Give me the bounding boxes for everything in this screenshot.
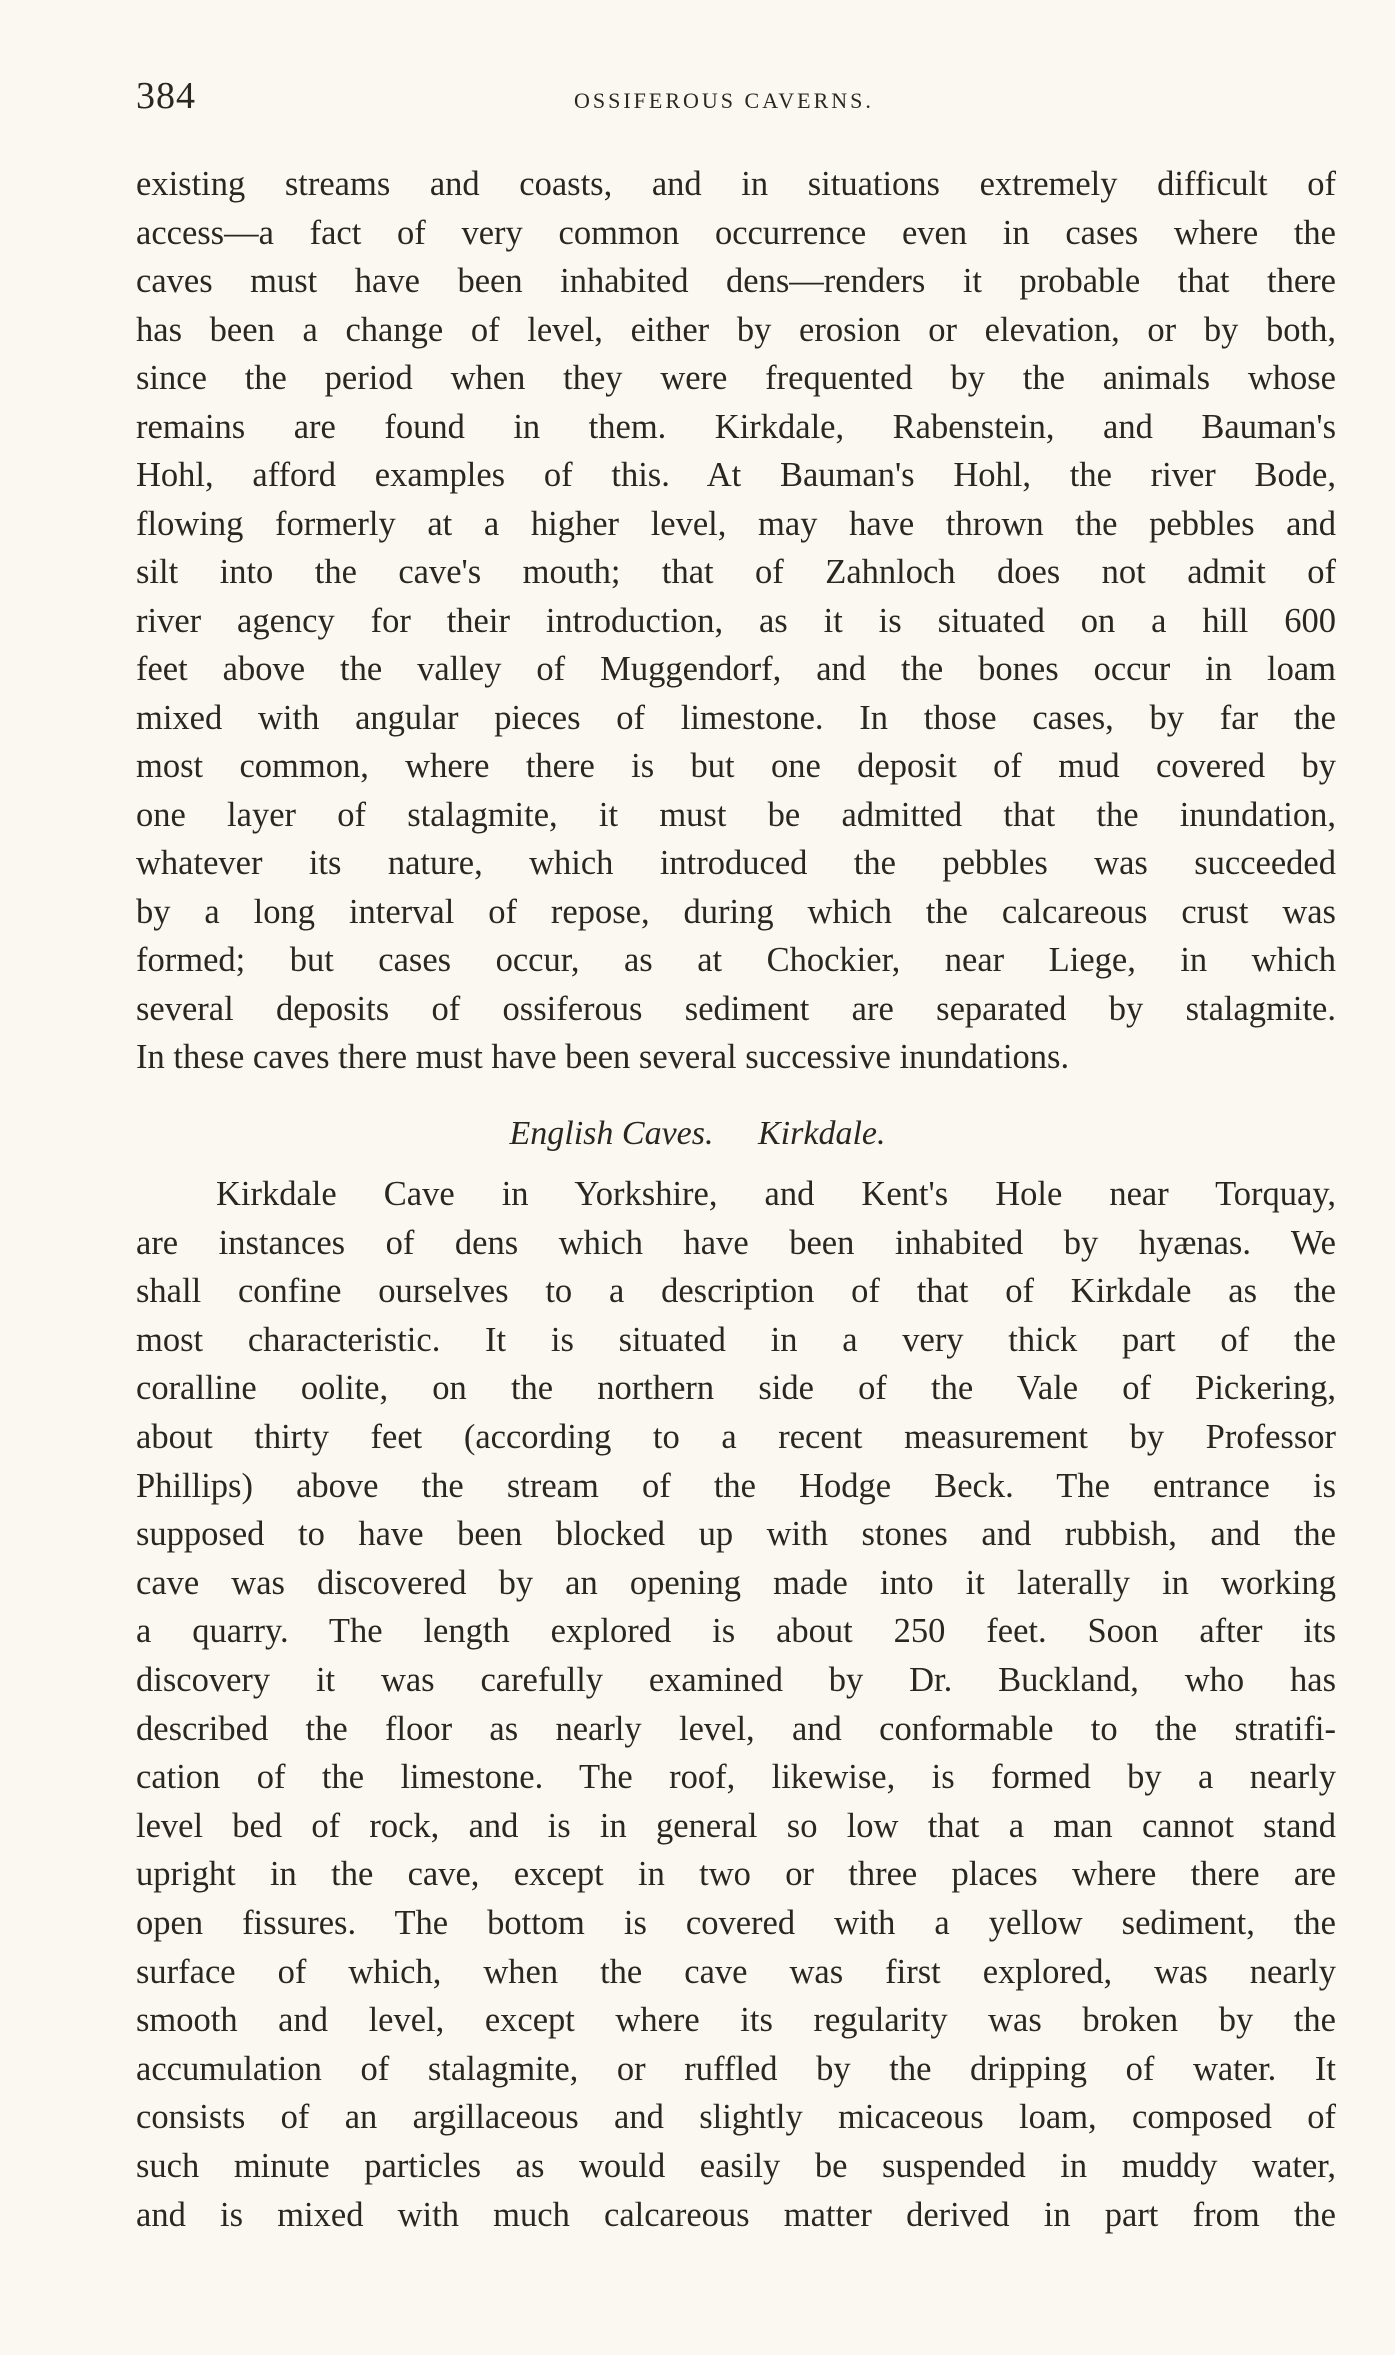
text-line: consists of an argillaceous and slightly micaceous loam, composed of — [136, 2098, 1336, 2137]
text-line: Phillips) above the stream of the Hodge Beck. The entrance is — [136, 1466, 1336, 1505]
text-line: formed; but cases occur, as at Chockier, near Liege, in which — [136, 941, 1336, 979]
text-line: caves must have been inhabited dens—renders it probable that there — [136, 262, 1336, 300]
text-line: silt into the cave's mouth; that of Zahnloch does not admit of — [136, 553, 1336, 591]
text-line: existing streams and coasts, and in situations extremely difficult of — [136, 165, 1336, 203]
text-line: open fissures. The bottom is covered with a yellow sediment, the — [136, 1904, 1336, 1942]
text-line: and is mixed with much calcareous matter derived in part from the — [136, 2195, 1336, 2234]
text-line: mixed with angular pieces of limestone. In those cases, by far the — [136, 698, 1336, 737]
text-line: accumulation of stalagmite, or ruffled by the dripping of water. It — [136, 2049, 1336, 2088]
text-line: whatever its nature, which introduced the pebbles was succeeded — [136, 844, 1336, 882]
text-line: cave was discovered by an opening made into it laterally in working — [136, 1563, 1336, 1602]
text-line: described the floor as nearly level, and conformable to the stratifi- — [136, 1709, 1336, 1748]
text-line: most common, where there is but one deposit of mud covered by — [136, 747, 1336, 785]
heading-english-caves: English Caves. — [509, 1115, 714, 1152]
text-line: discovery it was carefully examined by Dr. Buckland, who has — [136, 1661, 1336, 1699]
text-line: by a long interval of repose, during which the calcareous crust was — [136, 892, 1336, 931]
text-line: supposed to have been blocked up with stones and rubbish, and the — [136, 1515, 1336, 1554]
section-heading — [0, 1110, 1395, 1158]
text-line: one layer of stalagmite, it must be admitted that the inundation, — [136, 795, 1336, 834]
page-number: 384 — [136, 75, 196, 117]
text-line: shall confine ourselves to a description of that of Kirkdale as the — [136, 1272, 1336, 1311]
text-line: several deposits of ossiferous sediment are separated by stalagmite. — [136, 989, 1336, 1028]
text-line: cation of the limestone. The roof, likewise, is formed by a nearly — [136, 1758, 1336, 1797]
text-line: In these caves there must have been several successive inundations. — [136, 1038, 1070, 1076]
text-line: Hohl, afford examples of this. At Bauman's Hohl, the river Bode, — [136, 456, 1336, 494]
text-line: river agency for their introduction, as it is situated on a hill 600 — [136, 601, 1336, 640]
page-header — [136, 74, 1336, 124]
text-line: smooth and level, except where its regularity was broken by the — [136, 2001, 1336, 2040]
text-line: surface of which, when the cave was first explored, was nearly — [136, 1952, 1336, 1991]
text-line: such minute particles as would easily be suspended in muddy water, — [136, 2147, 1336, 2185]
text-line: flowing formerly at a higher level, may have thrown the pebbles and — [136, 504, 1336, 543]
text-line: most characteristic. It is situated in a very thick part of the — [136, 1320, 1336, 1359]
text-line: about thirty feet (according to a recent measurement by Professor — [136, 1418, 1336, 1456]
text-line: Kirkdale Cave in Yorkshire, and Kent's Hole near Torquay, — [216, 1175, 1336, 1213]
text-line: are instances of dens which have been inhabited by hyænas. We — [136, 1223, 1336, 1262]
text-line: coralline oolite, on the northern side of the Vale of Pickering, — [136, 1369, 1336, 1408]
text-line: access—a fact of very common occurrence even in cases where the — [136, 213, 1336, 252]
text-line: upright in the cave, except in two or three places where there are — [136, 1855, 1336, 1894]
text-line: has been a change of level, either by erosion or elevation, or by both, — [136, 310, 1336, 349]
text-line: a quarry. The length explored is about 250 feet. Soon after its — [136, 1612, 1336, 1651]
text-line: level bed of rock, and is in general so low that a man cannot stand — [136, 1806, 1336, 1845]
text-line: remains are found in them. Kirkdale, Rabenstein, and Bauman's — [136, 407, 1336, 446]
running-head: OSSIFEROUS CAVERNS. — [574, 88, 874, 113]
heading-kirkdale: Kirkdale. — [758, 1115, 886, 1152]
text-line: since the period when they were frequented by the animals whose — [136, 359, 1336, 397]
text-line: feet above the valley of Muggendorf, and the bones occur in loam — [136, 650, 1336, 688]
